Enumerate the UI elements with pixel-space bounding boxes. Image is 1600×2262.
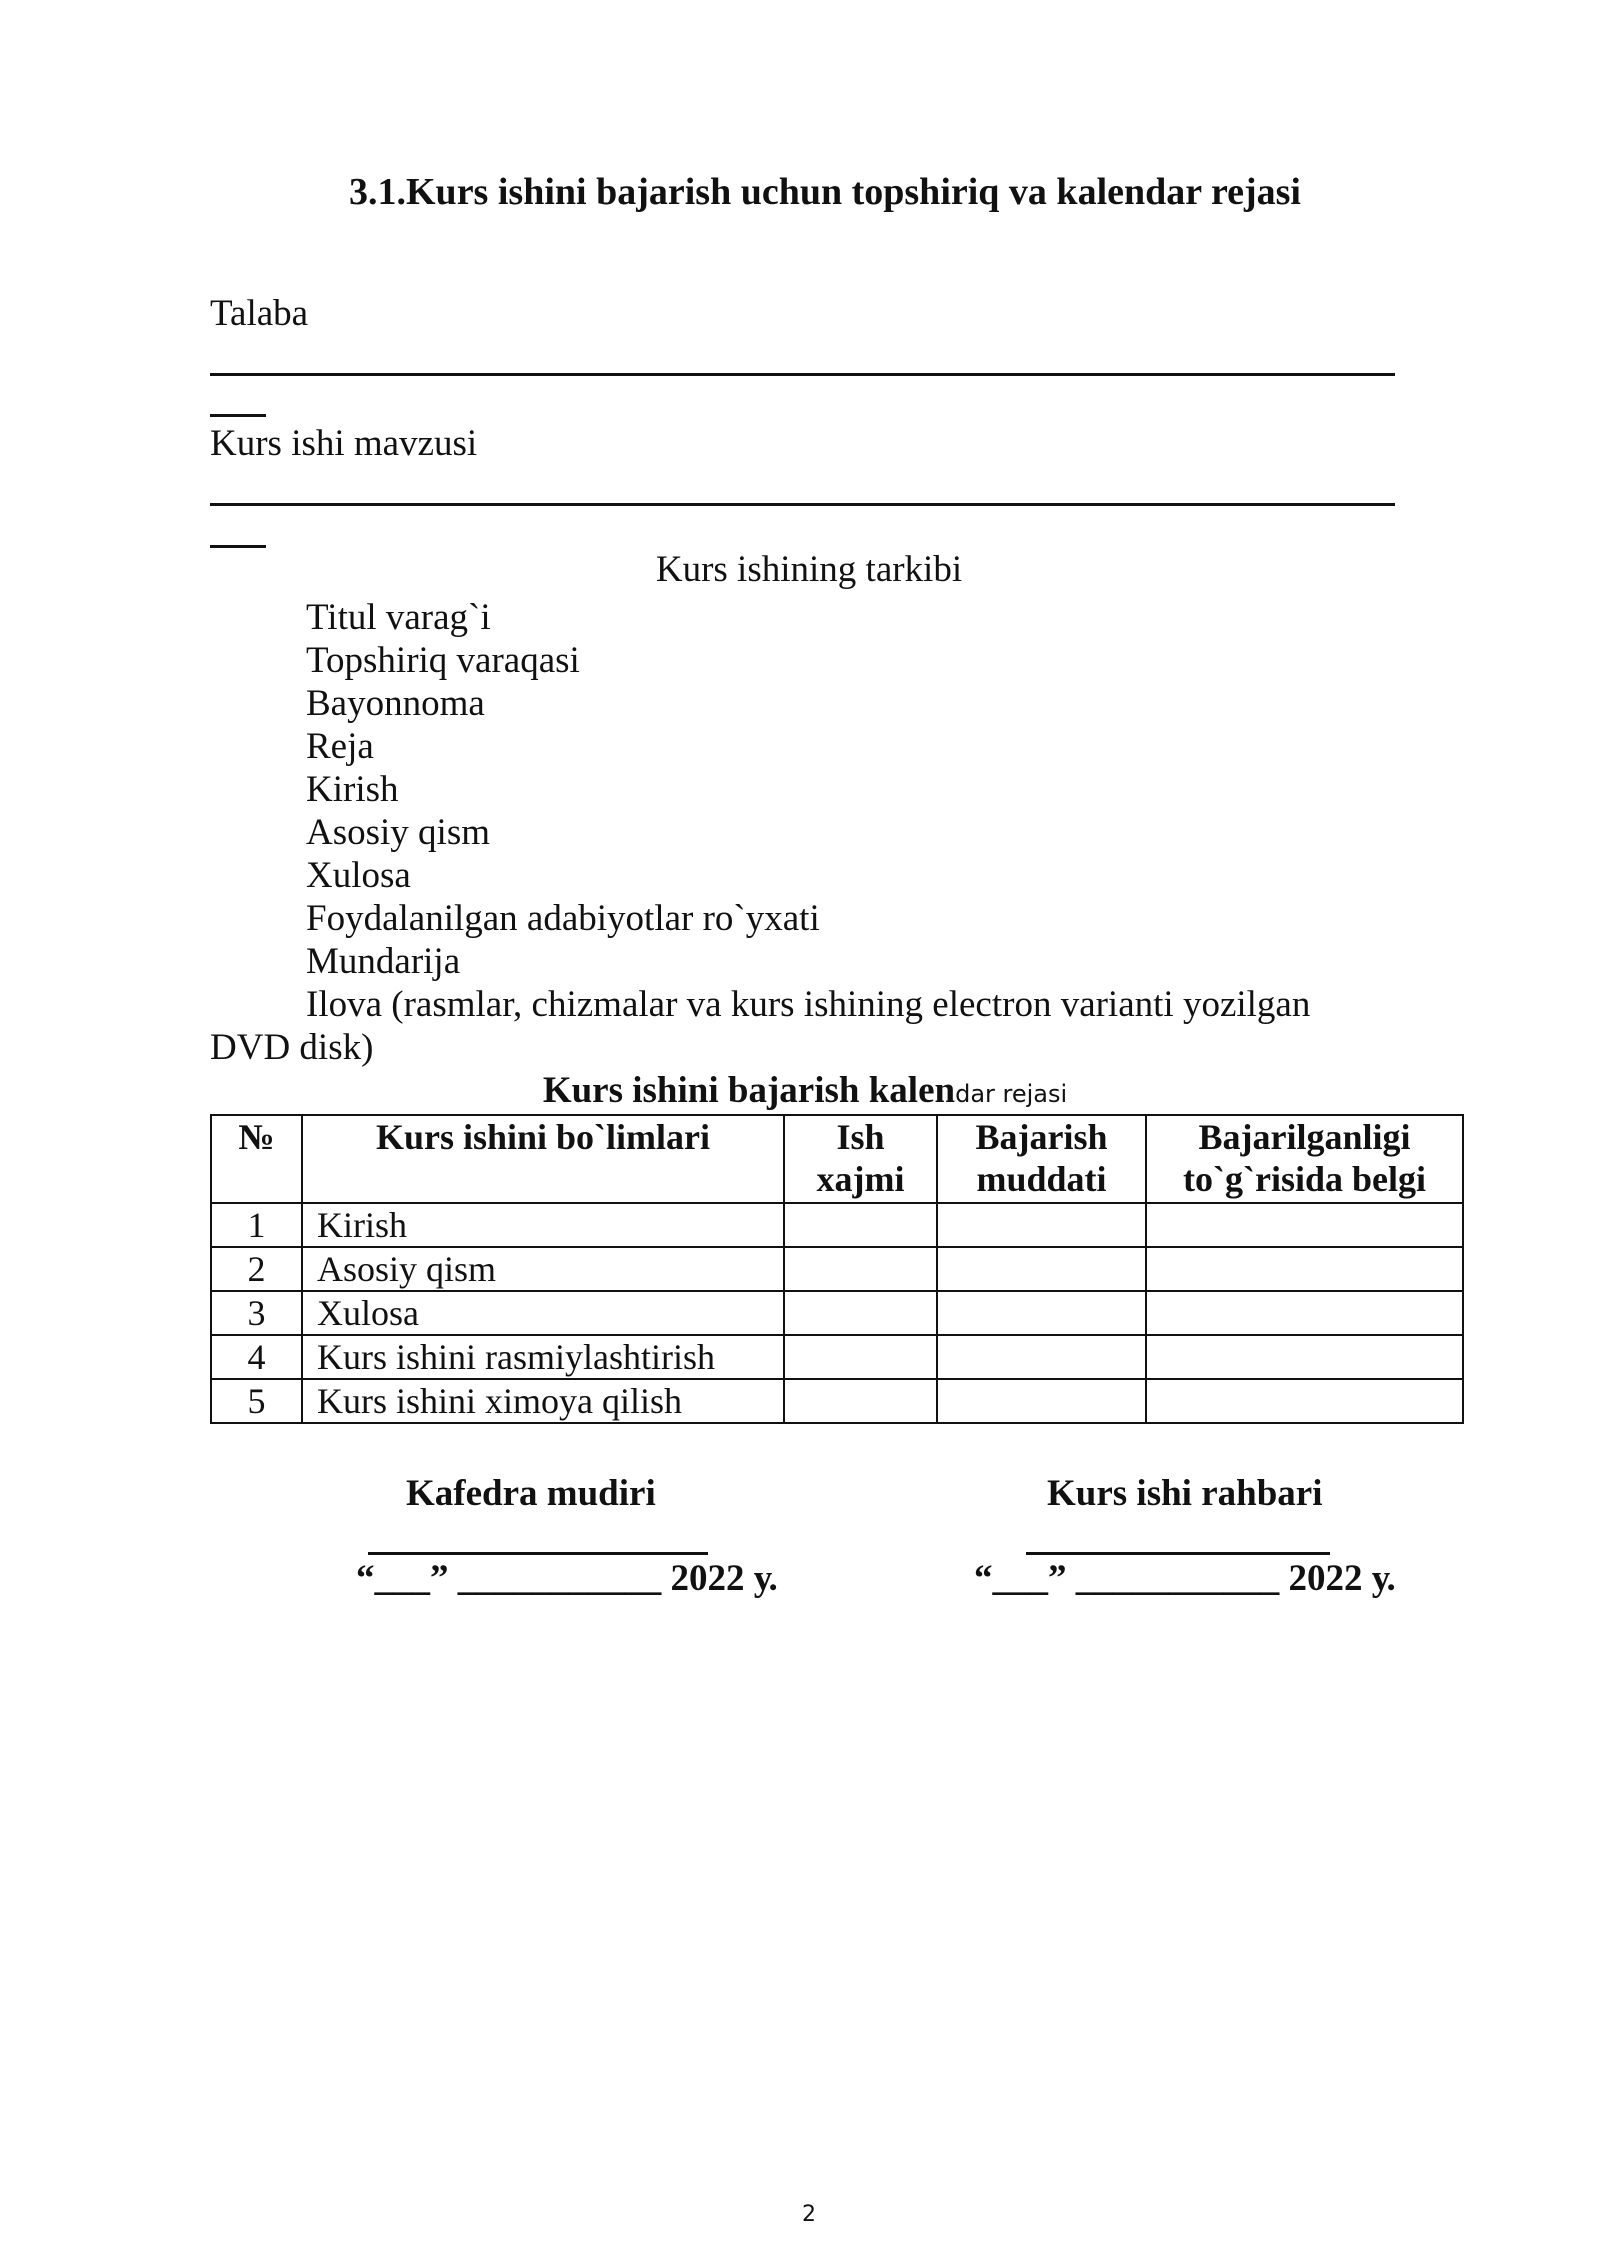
contents-item: Bayonnoma (306, 683, 485, 724)
table-row (211, 1291, 1463, 1335)
appendix-line: Ilova (rasmlar, chizmalar va kurs ishining electron varianti yozilgan (306, 984, 1311, 1025)
page-number: 2 (802, 2202, 816, 2227)
head-signature-line (368, 1552, 708, 1555)
row-section: Xulosa (302, 1291, 784, 1335)
row-volume-cell (784, 1291, 937, 1335)
row-section: Kurs ishini ximoya qilish (302, 1379, 784, 1423)
table-row (211, 1335, 1463, 1379)
student-label: Talaba (210, 293, 309, 334)
row-num: 4 (211, 1335, 302, 1379)
row-deadline-cell (937, 1247, 1146, 1291)
row-num: 3 (211, 1291, 302, 1335)
row-num: 5 (211, 1379, 302, 1423)
header-volume (784, 1115, 937, 1203)
contents-item: Topshiriq varaqasi (306, 640, 580, 681)
supervisor-label: Kurs ishi rahbari (1047, 1473, 1323, 1514)
calendar-plan-table (210, 1114, 1464, 1424)
row-volume-cell (784, 1203, 937, 1247)
row-num: 1 (211, 1203, 302, 1247)
header-deadline (937, 1115, 1146, 1203)
contents-item: Foydalanilgan adabiyotlar ro`yxati (306, 898, 820, 939)
table-row (211, 1203, 1463, 1247)
header-sections: Kurs ishini bo`limlari (302, 1115, 784, 1203)
header-num: № (211, 1115, 302, 1203)
row-deadline-cell (937, 1203, 1146, 1247)
page-title: 3.1.Kurs ishini bajarish uchun topshiriq va kalendar rejasi (349, 171, 1301, 213)
table-caption-bold: Kurs ishini bajarish kalen (542, 1070, 956, 1111)
table-row (211, 1247, 1463, 1291)
header-volume-l1: Ish (836, 1117, 885, 1157)
header-done (1146, 1115, 1463, 1203)
supervisor-signature-date: “___” ___________ 2022 у. (974, 1558, 1396, 1599)
contents-item: Reja (306, 726, 374, 767)
row-deadline-cell (937, 1335, 1146, 1379)
appendix-line-cont: DVD disk) (210, 1027, 374, 1068)
topic-line (210, 503, 1395, 506)
header-volume-l2: xajmi (816, 1159, 905, 1199)
row-volume-cell (784, 1335, 937, 1379)
contents-item: Xulosa (306, 855, 411, 896)
row-volume-cell (784, 1379, 937, 1423)
header-deadline-l1: Bajarish (975, 1117, 1108, 1157)
row-volume-cell (784, 1247, 937, 1291)
table-caption-small: dar rejasi (955, 1080, 1068, 1108)
student-line-tail (210, 414, 266, 417)
row-deadline-cell (937, 1291, 1146, 1335)
contents-item: Titul varag`i (306, 597, 491, 638)
contents-item: Kirish (306, 769, 399, 810)
header-deadline-l2: muddati (976, 1159, 1107, 1199)
table-row (211, 1379, 1463, 1423)
table-caption (0, 1069, 1600, 1112)
row-section: Asosiy qism (302, 1247, 784, 1291)
header-done-l2: to`g`risida belgi (1183, 1159, 1426, 1199)
row-num: 2 (211, 1247, 302, 1291)
row-section: Kirish (302, 1203, 784, 1247)
row-done-cell (1146, 1291, 1463, 1335)
contents-item: Mundarija (306, 941, 461, 982)
head-signature-date: “___” ___________ 2022 у. (356, 1558, 778, 1599)
contents-heading: Kurs ishining tarkibi (655, 549, 963, 590)
row-done-cell (1146, 1335, 1463, 1379)
row-done-cell (1146, 1247, 1463, 1291)
row-section: Kurs ishini rasmiylashtirish (302, 1335, 784, 1379)
table-header-row (211, 1115, 1463, 1203)
head-of-department-label: Kafedra mudiri (406, 1473, 656, 1514)
header-done-l1: Bajarilganligi (1198, 1117, 1411, 1157)
contents-item: Asosiy qism (306, 812, 491, 853)
row-deadline-cell (937, 1379, 1146, 1423)
topic-label: Kurs ishi mavzusi (210, 423, 478, 464)
student-line (210, 373, 1395, 376)
supervisor-signature-line (1026, 1552, 1330, 1555)
row-done-cell (1146, 1203, 1463, 1247)
row-done-cell (1146, 1379, 1463, 1423)
